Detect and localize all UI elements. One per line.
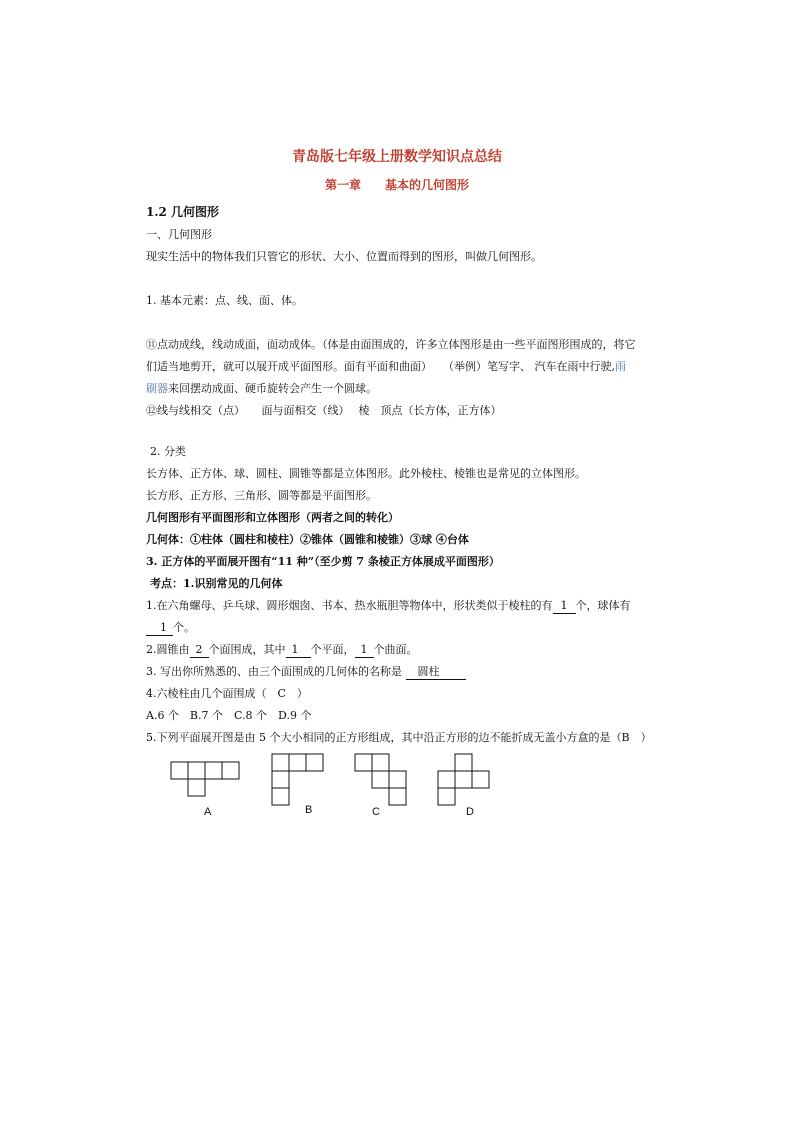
- paragraph-text: 来回摆动成面、硬币旋转会产生一个圆球。: [168, 382, 377, 395]
- question-3: 3. 写出你所熟悉的、由三个面围成的几何体的名称是 圆柱: [146, 665, 466, 680]
- point-line-paragraph-line1: ⑪点动成线，线动成面，面动成体。（体是由面围成的，许多立体图形是由一些平面图形围成的，将它: [146, 338, 636, 351]
- figure-label-a: A: [204, 806, 212, 818]
- figure-label-b: B: [305, 804, 313, 816]
- section-heading: 1.2 几何图形: [146, 205, 220, 219]
- question-4: 4.六棱柱由几个面围成（ C ）: [146, 687, 308, 700]
- answer-blank: 圆柱: [406, 665, 466, 680]
- figure-label-d: D: [466, 806, 474, 818]
- question-1-line2: 1 个。: [146, 621, 195, 636]
- classification-solids: 长方体、正方体、球、圆柱、圆锥等都是立体图形。此外棱柱、棱锥也是常见的立体图形。: [146, 467, 586, 480]
- document-title: 青岛版七年级上册数学知识点总结: [292, 149, 502, 165]
- classification-heading: 2. 分类: [150, 445, 186, 458]
- net-d: [438, 754, 489, 805]
- net-a: [171, 762, 239, 796]
- answer-blank: 2: [190, 643, 209, 658]
- net-c: [355, 754, 406, 805]
- question-4-options: A.6 个 B.7 个 C.8 个 D.9 个: [146, 709, 312, 722]
- classification-planes: 长方形、正方形、三角形、圆等都是平面图形。: [146, 489, 377, 502]
- question-2: 2.圆锥由 2 个面围成，其中 1 个平面， 1 个曲面。: [146, 643, 418, 656]
- chapter-number: 第一章: [324, 178, 361, 192]
- paragraph-text: 们适当地剪开，就可以展开成平面图形。面有平面和曲面） （举例）笔写字、 汽车在雨中行驶,: [146, 360, 615, 373]
- answer-blank: 1: [286, 643, 311, 658]
- definition-paragraph: 现实生活中的物体我们只管它的形状、大小、位置而得到的图形，叫做几何图形。: [146, 250, 542, 263]
- highlighted-text: 刷器: [146, 382, 168, 395]
- answer-blank: 1: [553, 599, 576, 614]
- figure-label-c: C: [372, 806, 380, 818]
- exam-point: 考点：1.识别常见的几何体: [150, 577, 283, 590]
- intersection-paragraph: ⑫线与线相交（点） 面与面相交（线） 棱 顶点（长方体，正方体）: [146, 404, 502, 417]
- cube-nets-note: 3. 正方体的平面展开图有“11 种”（至少剪 7 条棱正方体展成平面图形）: [146, 555, 500, 568]
- subheading-geometric-figures: 一、几何图形: [146, 228, 212, 241]
- net-b: [272, 754, 323, 805]
- basic-elements: 1. 基本元素：点、线、面、体。: [146, 294, 303, 307]
- answer-blank: 1: [355, 643, 374, 658]
- answer-blank: 1: [146, 621, 173, 636]
- question-1-line1: 1.在六角螺母、乒乓球、圆形烟囱、书本、热水瓶胆等物体中，形状类似于棱柱的有 1 个，球体有: [146, 599, 631, 612]
- chapter-title: 基本的几何图形: [385, 178, 470, 192]
- classification-solids-types: 几何体：①柱体（圆柱和棱柱）②锥体（圆锥和棱锥）③球 ④台体: [146, 533, 469, 546]
- highlighted-text: 雨: [615, 360, 626, 373]
- question-5: 5.下列平面展开图是由 5 个大小相同的正方形组成，其中沿正方形的边不能折成无盖小方盒的是（B ）: [146, 731, 652, 744]
- classification-conversion: 几何图形有平面图形和立体图形（两者之间的转化）: [146, 511, 399, 524]
